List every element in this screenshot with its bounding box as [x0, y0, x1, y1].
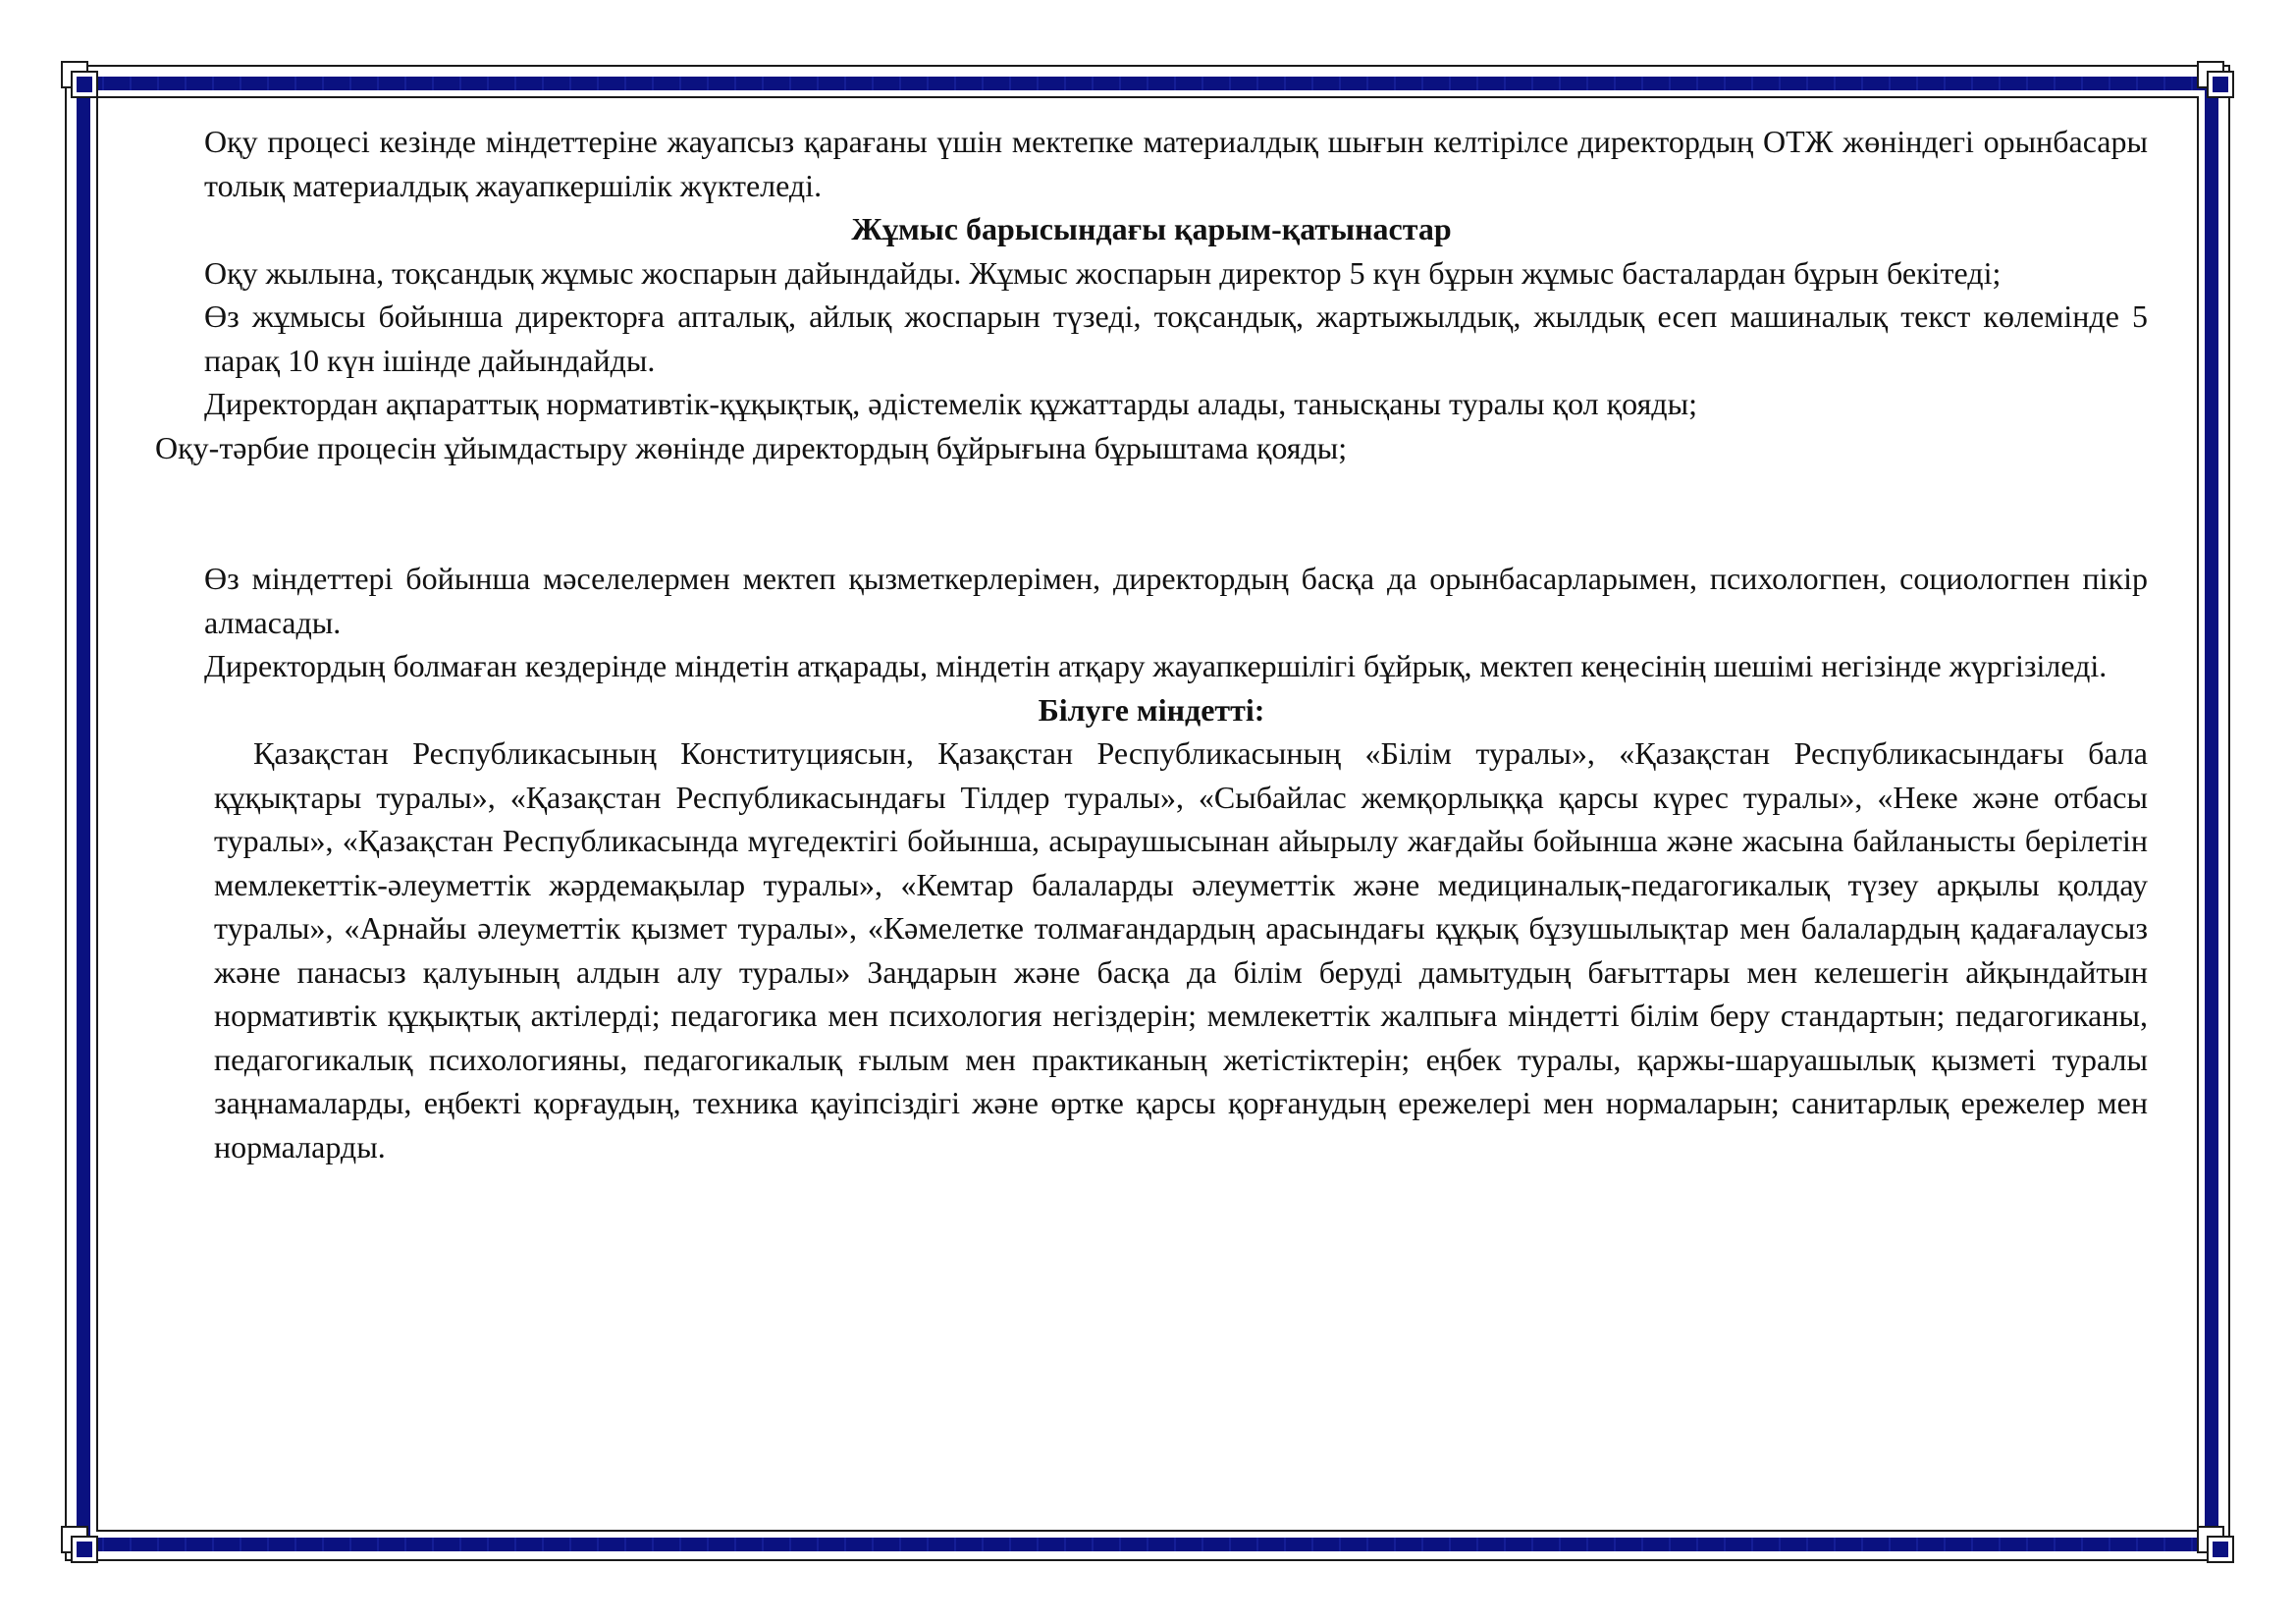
blank-space	[155, 469, 2148, 557]
paragraph-relations-1: Оқу жылына, тоқсандық жұмыс жоспарын дайындайды. Жұмыс жоспарын директор 5 күн бұрын жұмыс басталардан бұрын бекітеді;	[204, 254, 2002, 291]
paragraph-relations-4: Оқу-тәрбие процесін ұйымдастыру жөнінде директордың бұйрығына бұрыштама қояды;	[155, 429, 1348, 465]
paragraph-relations-3: Директордан ақпараттық нормативтік-құқықтық, әдістемелік құжаттарды алады, танысқаны туралы қол қояды;	[204, 386, 1697, 421]
corner-ornament-top-right	[2197, 61, 2236, 100]
paragraph-must-know: Қазақстан Республикасының Конституциясын, Қазақстан Республикасының «Білім туралы», «Қазақстан Республикасындағы бала құқықтары туралы», «Қазақстан Республикасындағы Тілдер туралы», «Сыбайлас жемқорлыққа қарсы күрес туралы», «Неке және отбасы туралы», «Қазақстан Республикасында мүгедектігі бойынша, асыраушысынан айырылу жағдайы бойынша және жасына байланысты берілетін мемлекеттік-әлеуметтік жәрдемақылар туралы», «Кемтар балаларды әлеуметтік және медициналық-педагогикалық түзеу арқылы қолдау туралы», «Арнайы әлеуметтік қызмет туралы», «Кәмелетке толмағандардың арасындағы құқық бұзушылықтар мен балалардың қадағалаусыз және панасыз қалуының алдын алу туралы» Заңдарын және басқа да білім беруді дамытудың бағыттары мен келешегін айқындайтын нормативтік құқықтық актілерді; педагогика мен психология негіздерін; мемлекеттік жалпыға міндетті білім беру стандартын; педагогиканы, педагогикалық психологияны, педагогикалық ғылым мен практиканың жетістіктерін; еңбек туралы, қаржы-шаруашылық қызметі туралы заңнамаларды, еңбекті қорғаудың, техника қауіпсіздігі және өртке қарсы қорғанудың ережелері мен нормаларын; санитарлық ережелер мен нормаларды.	[214, 735, 2148, 1164]
heading-must-know: Білуге міндетті:	[1038, 691, 1265, 728]
paragraph-liability: Оқу процесі кезінде міндеттеріне жауапсыз қарағаны үшін мектепке материалдық шығын келтірілсе директордың ОТЖ жөніндегі орынбасары толық материалдық жауапкершілік жүктеледі.	[204, 124, 2148, 203]
corner-ornament-bottom-left	[61, 1526, 100, 1565]
document-body	[155, 120, 2148, 1168]
paragraph-relations-5: Өз міндеттері бойынша мәселелермен мектеп қызметкерлерімен, директордың басқа да орынбасарларымен, психологпен, социологпен пікір алмасады.	[204, 561, 2148, 640]
corner-ornament-top-left	[61, 61, 100, 100]
corner-ornament-bottom-right	[2197, 1526, 2236, 1565]
heading-work-relations: Жұмыс барысындағы қарым-қатынастар	[851, 211, 1452, 246]
paragraph-relations-2: Өз жұмысы бойынша директорға апталық, айлық жоспарын түзеді, тоқсандық, жартыжылдық, жылдық есеп машиналық текст көлемінде 5 парақ 10 күн ішінде дайындайды.	[204, 298, 2148, 378]
paragraph-relations-6: Директордың болмаған кездерінде міндетін атқарады, міндетін атқару жауапкершілігі бұйрық, мектеп кеңесінің шешімі негізінде жүргізіледі.	[204, 648, 2108, 683]
